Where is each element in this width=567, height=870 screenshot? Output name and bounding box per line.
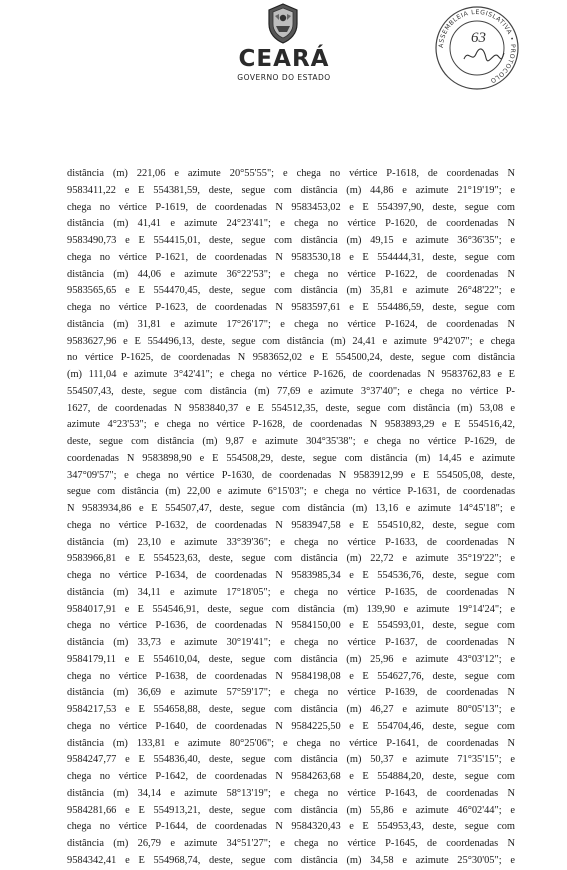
text-line: distância (m) 34,11 e azimute 17°18'05"; e chega no vértice P-1635, de coordenadas N: [67, 586, 515, 598]
text-line: 347°09'57"; e chega no vértice P-1630, de coordenadas N 9583912,99 e E 554505,08, deste,: [67, 469, 515, 481]
text-line: 554507,43, deste, segue com distância (m) 77,69 e azimute 3°37'40"; e chega no vértice P-: [67, 385, 515, 397]
text-line: chega no vértice P-1632, de coordenadas N 9583947,58 e E 554510,82, deste, segue com: [67, 519, 515, 531]
stamp-page-number: 63: [471, 30, 486, 46]
text-line: N 9583934,86 e E 554507,47, deste, segue com distância (m) 13,16 e azimute 14°45'18"; e: [67, 503, 515, 514]
text-line: distância (m) 33,73 e azimute 30°19'41"; e chega no vértice P-1637, de coordenadas N: [67, 637, 515, 648]
text-line: 9584247,77 e E 554836,40, deste, segue com distância (m) 50,37 e azimute 71°35'15"; e: [67, 754, 515, 766]
text-line: 9583627,96 e E 554496,13, deste, segue com distância (m) 24,41 e azimute 9°42'07"; e chega: [67, 335, 515, 347]
text-line: distância (m) 31,81 e azimute 17°26'17"; e chega no vértice P-1624, de coordenadas N: [67, 318, 515, 330]
text-line: chega no vértice P-1621, de coordenadas N 9583530,18 e E 554444,31, deste, segue com: [67, 251, 515, 263]
text-line: segue com distância (m) 22,00 e azimute 6°15'03"; e chega no vértice P-1631, de coordenadas: [67, 486, 515, 498]
text-line: 9584017,91 e E 554546,91, deste, segue com distância (m) 139,90 e azimute 19°14'24"; e: [67, 603, 515, 615]
text-line: deste, segue com distância (m) 9,87 e azimute 304°35'38"; e chega no vértice P-1629, de: [67, 436, 515, 447]
text-line: chega no vértice P-1623, de coordenadas N 9583597,61 e E 554486,59, deste, segue com: [67, 302, 515, 313]
body-text: [67, 166, 515, 870]
text-line: 9584179,11 e E 554610,04, deste, segue com distância (m) 25,96 e azimute 43°03'12"; e: [67, 653, 515, 665]
text-line: distância (m) 36,69 e azimute 57°59'17"; e chega no vértice P-1639, de coordenadas N: [67, 687, 515, 699]
text-line: chega no vértice P-1644, de coordenadas N 9584320,43 e E 554953,43, deste, segue com: [67, 821, 515, 833]
signature-scribble: [462, 45, 506, 65]
text-line: 9583411,22 e E 554381,59, deste, segue com distância (m) 44,86 e azimute 21°19'19"; e: [67, 184, 515, 196]
text-line: chega no vértice P-1636, de coordenadas N 9584150,00 e E 554593,01, deste, segue com: [67, 620, 515, 632]
text-line: 9584342,41 e E 554968,74, deste, segue com distância (m) 34,58 e azimute 25°30'05"; e: [67, 854, 515, 866]
text-line: 9583966,81 e E 554523,63, deste, segue com distância (m) 22,72 e azimute 35°19'22"; e: [67, 553, 515, 565]
text-line: chega no vértice P-1640, de coordenadas N 9584225,50 e E 554704,46, deste, segue com: [67, 720, 515, 732]
text-line: distância (m) 221,06 e azimute 20°55'55"; e chega no vértice P-1618, de coordenadas N: [67, 168, 515, 179]
brand-name: CEARÁ: [238, 46, 330, 72]
text-line: distância (m) 26,79 e azimute 34°51'27"; e chega no vértice P-1645, de coordenadas N: [67, 838, 515, 849]
text-line: 9583490,73 e E 554415,01, deste, segue com distância (m) 49,15 e azimute 36°36'35"; e: [67, 235, 515, 246]
text-line: chega no vértice P-1638, de coordenadas N 9584198,08 e E 554627,76, deste, segue com: [67, 670, 515, 682]
text-line: azimute 4°23'53"; e chega no vértice P-1628, de coordenadas N 9583893,29 e E 554516,42,: [67, 419, 515, 431]
text-line: chega no vértice P-1634, de coordenadas N 9583985,34 e E 554536,76, deste, segue com: [67, 570, 515, 581]
brand-subtitle: GOVERNO DO ESTADO: [237, 73, 331, 82]
letterhead: [228, 2, 340, 102]
text-line: 9583565,65 e E 554470,45, deste, segue com distância (m) 35,81 e azimute 26°48'22"; e: [67, 285, 515, 297]
text-line: coordenadas N 9583898,90 e E 554508,29, deste, segue com distância (m) 14,45 e azimute: [67, 452, 515, 464]
text-line: distância (m) 41,41 e azimute 24°23'41"; e chega no vértice P-1620, de coordenadas N: [67, 218, 515, 230]
text-line: distância (m) 34,14 e azimute 58°13'19"; e chega no vértice P-1643, de coordenadas N: [67, 787, 515, 799]
text-line: (m) 111,04 e azimute 3°42'41"; e chega no vértice P-1626, de coordenadas N 9583762,83 e E: [67, 369, 515, 380]
text-line: distância (m) 23,10 e azimute 33°39'36"; e chega no vértice P-1633, de coordenadas N: [67, 536, 515, 548]
stamp-ring-text: ASSEMBLEIA LEGISLATIVA • PROTOCOLO: [437, 8, 517, 85]
coat-of-arms-icon: [265, 2, 301, 44]
text-line: 9584217,53 e E 554658,88, deste, segue com distância (m) 46,27 e azimute 80°05'13"; e: [67, 704, 515, 715]
text-line: no vértice P-1625, de coordenadas N 9583652,02 e E 554500,24, deste, segue com distância: [67, 352, 515, 364]
text-line: 1627, de coordenadas N 9583840,37 e E 554512,35, deste, segue com distância (m) 53,08 e: [67, 402, 515, 414]
text-line: chega no vértice P-1642, de coordenadas N 9584263,68 e E 554884,20, deste, segue com: [67, 771, 515, 782]
text-line: distância (m) 133,81 e azimute 80°25'06"; e chega no vértice P-1641, de coordenadas N: [67, 737, 515, 749]
text-line: chega no vértice P-1619, de coordenadas N 9583453,02 e E 554397,90, deste, segue com: [67, 201, 515, 213]
text-line: 9584281,66 e E 554913,21, deste, segue com distância (m) 55,86 e azimute 46°02'44"; e: [67, 804, 515, 816]
text-line: distância (m) 44,06 e azimute 36°22'53"; e chega no vértice P-1622, de coordenadas N: [67, 268, 515, 280]
